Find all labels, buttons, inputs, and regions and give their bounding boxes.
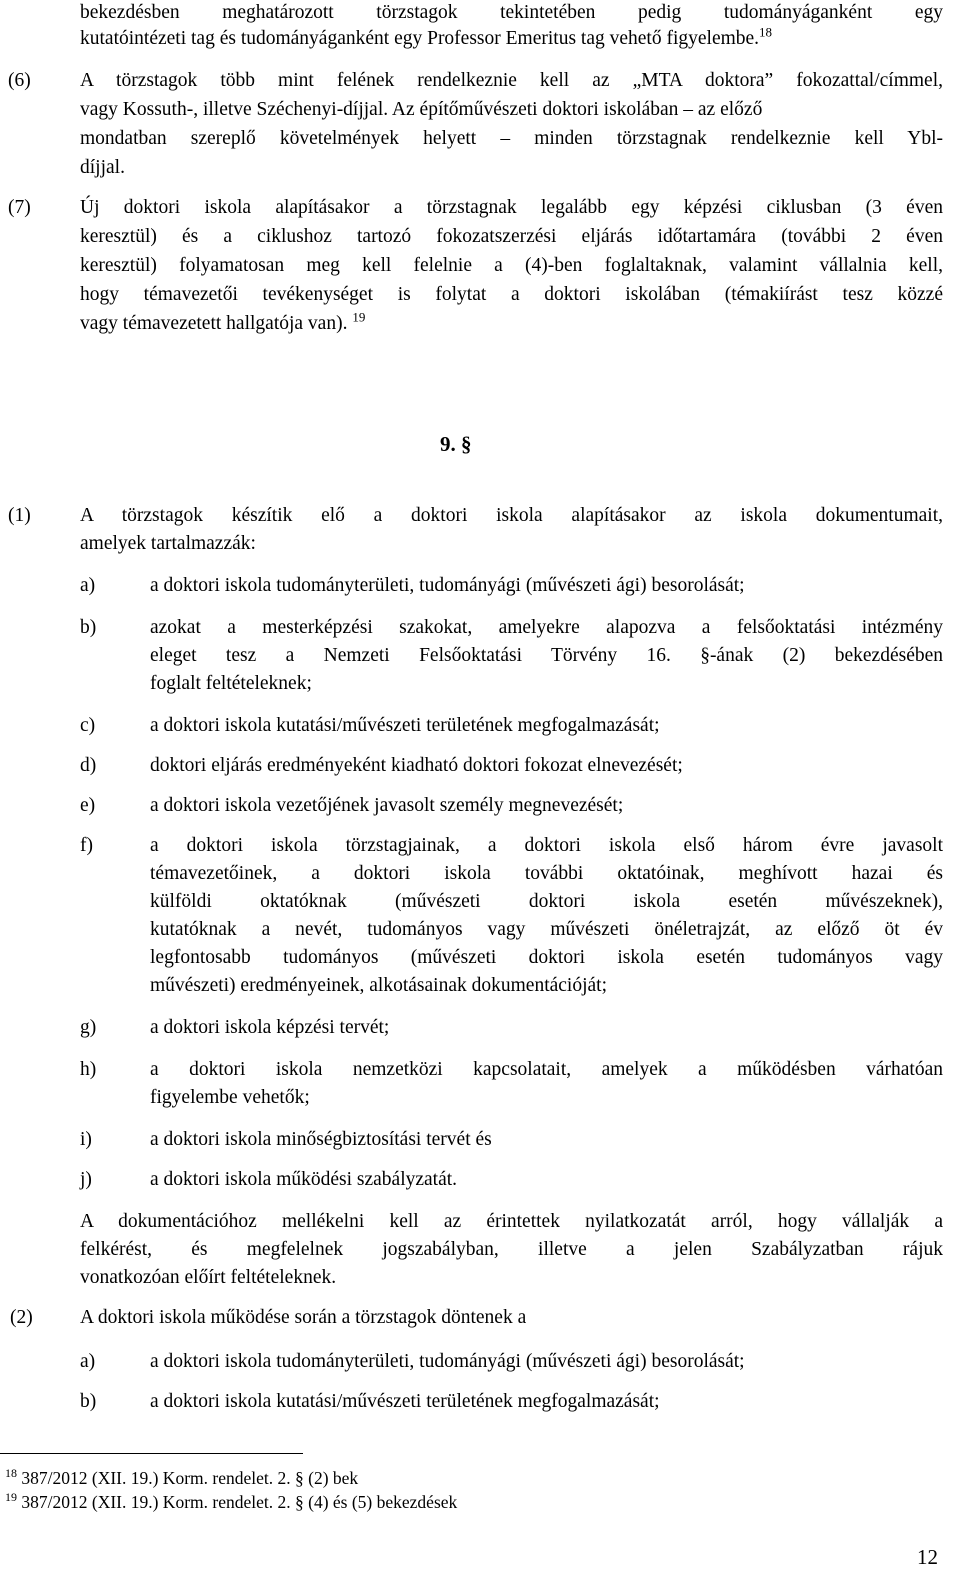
- body-line: mondatban szereplő követelmények helyett – minden törzstagnak rendelkeznie kell Ybl-: [80, 128, 943, 149]
- list-item: művészeti) eredményeinek, alkotásainak dokumentációját;: [150, 975, 607, 996]
- list-item: figyelembe vehetők;: [150, 1087, 310, 1108]
- list-item: a doktori iskola tudományterületi, tudományági (művészeti ági) besorolását;: [150, 575, 745, 596]
- list-label: a): [80, 575, 96, 596]
- list-label: a): [80, 1351, 96, 1372]
- body-line: A törzstagok készítik elő a doktori iskola alapításakor az iskola dokumentumait,: [80, 505, 943, 526]
- body-line: amelyek tartalmazzák:: [80, 533, 256, 554]
- body-line: kutatóintézeti tag és tudományáganként egy Professor Emeritus tag vehető figyelembe.$^{18}$: [80, 24, 773, 49]
- list-item: a doktori iskola törzstagjainak, a doktori iskola első három évre javasolt: [150, 835, 943, 856]
- paragraph-number: (1): [8, 505, 31, 526]
- footnote: $^{18}$ 387/2012 (XII. 19.) Korm. rendelet. 2. § (2) bek: [5, 1466, 359, 1488]
- body-line: A törzstagok több mint felének rendelkeznie kell az „MTA doktora” fokozattal/címmel,: [80, 70, 943, 91]
- page-number: 12: [917, 1545, 938, 1569]
- list-label: g): [80, 1017, 97, 1038]
- list-label: c): [80, 715, 96, 736]
- list-item: legfontosabb tudományos (művészeti doktori iskola esetén tudományos vagy: [150, 947, 943, 968]
- list-item: eleget tesz a Nemzeti Felsőoktatási Törvény 16. §-ának (2) bekezdésében: [150, 645, 943, 666]
- list-label: f): [80, 835, 93, 856]
- list-item: a doktori iskola kutatási/művészeti területének megfogalmazását;: [150, 715, 660, 736]
- body-line: vonatkozóan előírt feltételeknek.: [80, 1267, 337, 1288]
- list-item: a doktori iskola kutatási/művészeti területének megfogalmazását;: [150, 1391, 660, 1412]
- list-label: e): [80, 795, 96, 816]
- list-item: külföldi oktatóknak (művészeti doktori iskola esetén művészeknek),: [150, 891, 943, 912]
- section-heading: 9. §: [440, 432, 472, 456]
- paragraph-number: (7): [8, 197, 31, 218]
- list-item: a doktori iskola tudományterületi, tudományági (művészeti ági) besorolását;: [150, 1351, 745, 1372]
- footnote: $^{19}$ 387/2012 (XII. 19.) Korm. rendelet. 2. § (4) és (5) bekezdések: [5, 1490, 458, 1512]
- footnote-separator: [0, 1453, 303, 1454]
- body-line: vagy Kossuth-, illetve Széchenyi-díjjal. Az építőművészeti doktori iskolában – az előző: [80, 99, 763, 120]
- paragraph-number: (6): [8, 70, 31, 91]
- list-item: a doktori iskola képzési tervét;: [150, 1017, 390, 1038]
- list-label: d): [80, 755, 97, 776]
- body-line: hogy témavezetői tevékenységet is folytat a doktori iskolában (témakiírást tesz közzé: [80, 284, 943, 305]
- list-item: azokat a mesterképzési szakokat, amelyekre alapozva a felsőoktatási intézmény: [150, 617, 943, 638]
- list-item: a doktori iskola működési szabályzatát.: [150, 1169, 458, 1190]
- footnote-ref[interactable]: 19: [352, 309, 366, 325]
- list-label: b): [80, 1391, 97, 1412]
- list-label: j): [80, 1169, 92, 1190]
- list-item: foglalt feltételeknek;: [150, 673, 312, 694]
- list-label: i): [80, 1129, 92, 1150]
- paragraph-number: (2): [10, 1307, 33, 1328]
- body-line: díjjal.: [80, 157, 125, 178]
- list-item: a doktori iskola vezetőjének javasolt személy megnevezését;: [150, 795, 624, 816]
- list-item: doktori eljárás eredményeként kiadható doktori fokozat elnevezését;: [150, 755, 683, 776]
- body-line: vagy témavezetett hallgatója van). $^{19}$: [80, 309, 366, 334]
- body-line: A dokumentációhoz mellékelni kell az érintettek nyilatkozatát arról, hogy vállalják a: [80, 1211, 943, 1232]
- body-line: keresztül) folyamatosan meg kell felelnie a (4)-ben foglaltaknak, valamint vállalnia kell,: [80, 255, 943, 276]
- body-line: Új doktori iskola alapításakor a törzstagnak legalább egy képzési ciklusban (3 éven: [80, 197, 943, 218]
- list-label: b): [80, 617, 97, 638]
- body-line: A doktori iskola működése során a törzstagok döntenek a: [80, 1307, 527, 1328]
- body-line: keresztül) és a ciklushoz tartozó fokozatszerzési eljárás időtartamára (további 2 éven: [80, 226, 943, 247]
- list-item: a doktori iskola nemzetközi kapcsolatait, amelyek a működésben várhatóan: [150, 1059, 943, 1080]
- list-item: a doktori iskola minőségbiztosítási tervét és: [150, 1129, 492, 1150]
- list-item: kutatóknak a nevét, tudományos vagy művészeti önéletrajzát, az előző öt év: [150, 919, 943, 940]
- list-label: h): [80, 1059, 97, 1080]
- body-line: bekezdésben meghatározott törzstagok tekintetében pedig tudományáganként egy: [80, 2, 943, 23]
- body-line: felkérést, és megfelelnek jogszabályban, illetve a jelen Szabályzatban rájuk: [80, 1239, 943, 1260]
- footnote-ref[interactable]: 18: [759, 24, 773, 40]
- list-item: témavezetőinek, a doktori iskola további oktatóinak, meghívott hazai és: [150, 863, 943, 884]
